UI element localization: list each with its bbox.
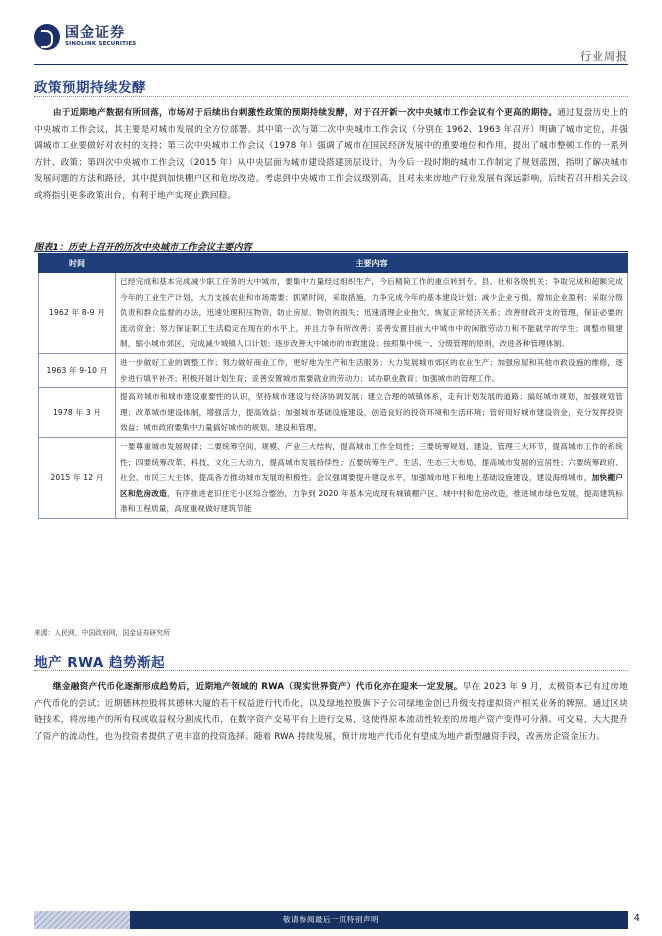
logo-cn-text: 国金证券 <box>65 25 125 41</box>
meetings-table <box>38 253 628 519</box>
row-time: 1978 年 3 月 <box>39 388 116 438</box>
section-1-lead: 由于近期地产数据有所回落，市场对于后续出台刺激性政策的预期持续发酵，对于召开新一次中央城市工作会议有个更高的期待。 <box>52 108 558 118</box>
row-time: 2015 年 12 月 <box>39 437 116 518</box>
section-2-body: 早在 2023 年 9 月，太极资本已有过房地产代币化的尝试；近期德林控股将其德林大厦的若干权益进行代币化，以及绿地控股旗下子公司绿地金创已升级支持虚拟资产相关业务的牌照。通过区块链技术，将房地产的所有权或收益权分割成代币，在数字资产交易平台上进行交易，这使得原本流动性较差的房地产资产变得可分割、可交易，大大提升了资产的流动性，也为投资者提供了更丰富的投资选择。随着 RWA 持续发展，预计房地产代币化有望成为地产新型融资手段，改善房企资金压力。 <box>34 682 628 742</box>
section-1-title: 政策预期持续发酵 <box>34 80 146 96</box>
section-2-lead: 继金融资产代币化逐渐形成趋势后，近期地产领域的 RWA（现实世界资产）代币化亦在迎来一定发展。 <box>52 682 463 692</box>
table-header-row <box>39 254 628 273</box>
table-row <box>39 273 628 354</box>
row-content: 已经完成和基本完成减少职工任务的大中城市，要集中力量经过组织生产，今后精简工作的重点转到专、县、社和各级机关；争取完成和超额完成今年的工业生产计划，大力支援农业和市场需要；抓紧时间，采取措施，力争完成今年的基本建设计划；减少企业亏损，增加企业盈利；采取分级负责和群众监督的办法，迅速处理积压物资，防止房屋、物资的损失；迅速清理企业拖欠，恢复正常经济关系；改善财政开支的管理，保证必要的流动资金；努力保证职工生活稳定在现在的水平上，并且力争有所改善；妥善安置目前大中城市中的闲散劳动力和不能就学的学生；调整市镇建制，缩小城市郊区，完成减少城镇人口计划；逐步改善大中城市的市政建设；按照集中统一、分级管理的原则，改进各种管理体制。 <box>116 273 628 354</box>
footer-disclaimer: 敬请参阅最后一页特别声明 <box>283 915 379 924</box>
row-content-end: ，有序推进老旧住宅小区综合整治，力争到 2020 年基本完成现有城镇棚户区、城中村和危房改造，推进城市绿色发展，提高建筑标准和工程质量，高度重视做好建筑节能 <box>120 488 624 514</box>
company-logo <box>34 22 136 52</box>
section-1-body: 通过复盘历史上的中央城市工作会议，其主要是对城市发展的全方位部署。其中第一次与第二次中央城市工作会议（分别在 1962、1963 年召开）明确了城市定位，并强调城市工业要做好对农村的支持；第三次中央城市工作会议（1978 年）强调了城市在国民经济发展中的重要地位和作用，提出了城市整顿工作的一系列方针、政策；第四次中央城市工作会议（2015 年）从中央层面为城市建设搭建顶层设计，为今后一段时期的城市工作制定了规划蓝图，指明了解决城市发展问题的方法和路径，其中提到加快棚户区和危房改造。考虑到中央城市工作会议级别高，且对未来房地产行业发展有深远影响，后续若召开相关会议或将指引更多政策出台，有利于地产实现止跌回稳。 <box>34 108 628 201</box>
section-2-divider <box>34 670 628 671</box>
row-content: 提高对城市和城市建设重要性的认识，坚持城市建设与经济协调发展；建立合理的城镇体系，走有计划发展的道路；搞好城市规划，加强规划管理；改革城市建设体制，增强活力，提高效益；加强城市基础设施建设，创造良好的投资环境和生活环境；管好用好城市建设资金，充分发挥投资效益；城市政府要集中力量搞好城市的规划、建设和管理。 <box>116 388 628 438</box>
section-1-divider <box>34 96 628 97</box>
section-1-paragraph <box>34 105 628 204</box>
logo-en-text: SINOLINK SECURITIES <box>65 41 137 47</box>
table-row <box>39 437 628 518</box>
header-divider <box>34 64 628 65</box>
section-2-paragraph <box>34 679 628 745</box>
figure-source: 来源：人民网，中国政府网，国金证券研究所 <box>34 629 170 637</box>
row-content-start: 一要尊重城市发展规律；二要统筹空间、规模、产业三大结构，提高城市工作全局性；三要统筹规划、建设、管理三大环节，提高城市工作的系统性；四要统筹改革、科技、文化三大动力，提高城市发展持续性；五要统筹生产、生活、生态三大布局，提高城市发展的宜居性；六要统筹政府、社会、市民三大主体，提高各方推动城市发展的积极性。会议强调要提升建设水平，加强城市地下和地上基础设施建设，建设海绵城市， <box>120 441 623 483</box>
row-content <box>116 437 628 518</box>
logo-icon <box>34 24 60 50</box>
table-row <box>39 388 628 438</box>
row-time: 1963 年 9-10 月 <box>39 353 116 387</box>
row-content: 进一步做好工业的调整工作；努力做好商业工作，更好地为生产和生活服务；大力发展城市郊区的农业生产；加强房屋和其他市政设施的维修，逐步进行填平补齐；积极开展计划生育；妥善安置城市需要就业的劳动力；试办职业教育；加强城市的管理工作。 <box>116 353 628 387</box>
report-type-label: 行业周报 <box>580 50 628 63</box>
row-content-highlight: 加快棚户区和危房改造 <box>120 473 623 498</box>
section-2-title: 地产 RWA 趋势渐起 <box>34 655 166 671</box>
column-header-content: 主要内容 <box>116 254 628 273</box>
figure-title-divider <box>34 251 628 252</box>
figure-title: 图表1：历史上召开的历次中央城市工作会议主要内容 <box>34 242 252 253</box>
page-number: 4 <box>633 913 640 924</box>
table-row <box>39 353 628 387</box>
column-header-time: 时间 <box>39 254 116 273</box>
row-time: 1962 年 8-9 月 <box>39 273 116 354</box>
